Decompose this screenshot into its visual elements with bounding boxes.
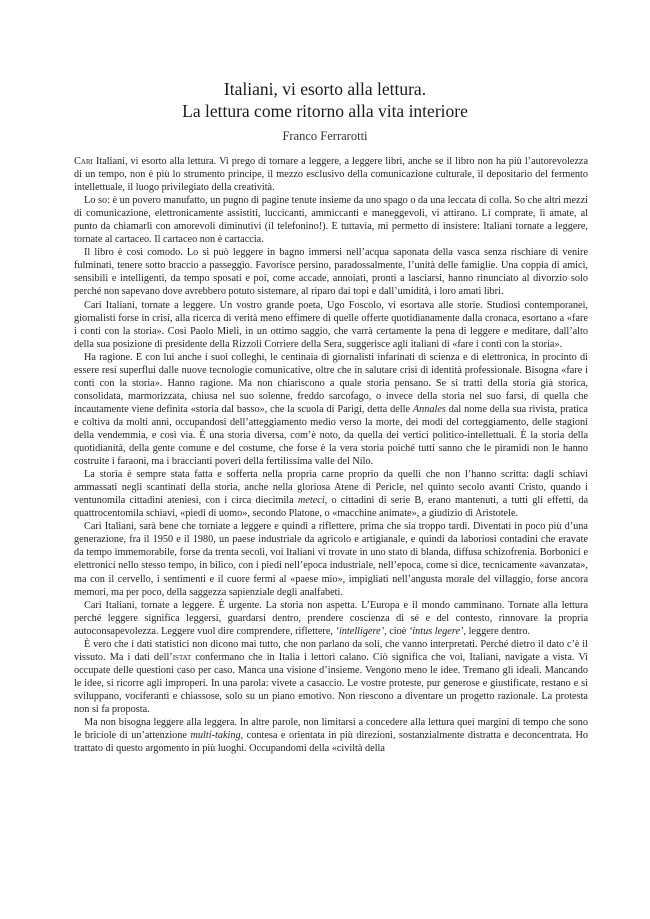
italic-term: multi-taking — [190, 730, 241, 742]
article-title: Italiani, vi esorto alla lettura. — [223, 79, 427, 99]
paragraph — [74, 638, 588, 716]
author-name: Franco Ferrarotti — [282, 129, 368, 143]
paragraph-text: dal nome della sua rivista, pratica e coltiva da molti anni, occupandosi dell’atteggiamento medio verso la morte, dei modi del corteggiamento, delle stagioni della vendemmia, e così via. È una storia diversa, com’è noto, da quella dei vertici politico-intellettuali. È la storia della quotidianità, della gente comune e del costume, che forse è la vera storia poiché tutti sanno che le piramidi non le hanno costruite i faraoni, ma i braccianti poveri della fertilissima valle del Nilo. — [74, 403, 588, 468]
paragraph — [74, 599, 588, 638]
acronym-istat: istat — [172, 651, 192, 663]
paragraph: Cari Italiani, tornate a leggere. Un vostro grande poeta, Ugo Foscolo, vi esortava alle storie. Studiosi contemporanei, giornalisti forse in crisi, alla ricerca di verità meno effimere di quelle offerte quotidianamente dalla cronaca, esortano a «fare i conti con la storia». Così Paolo Mieli, in un ottimo saggio, che varrà certamente la pena di leggere e meditare, dall’alto della sua posizione di presidente della Rizzoli Corriere della Sera, suggerisce agli italiani di «fare i conti con la storia». — [74, 299, 588, 350]
paragraph — [74, 351, 588, 468]
paragraph-text: , contesa e orientata in più direzioni, sostanzialmente distratta e deconcentrata. Ho trattato di questo argomento in più luoghi. Occupandomi della «civiltà della — [74, 730, 588, 755]
paragraph — [74, 468, 588, 520]
paragraph-text: Cari Italiani, tornate a leggere. È urgente. La storia non aspetta. L’Europa e il mondo camminano. Tornate alla lettura perché leggere significa leggersi, guardarsi dentro, prendere coscienza di sé e del contesto, rinnovare la propria autoconsapevolezza. Leggere vuol dire comprendere, riflettere, — [74, 599, 588, 637]
title-block — [0, 78, 650, 144]
paragraph: Cari Italiani, sarà bene che torniate a leggere e quindi a riflettere, prima che sia troppo tardi. Diventati in poco più d’una generazione, fra il 1950 e il 1980, un paese industriale da agricolo e artigianale, e quindi da laboriosi contadini che eravate da tempo immemorabile, forse da trenta secoli, voi Italiani vi trovate in uno stato di blanda, diffusa schizofrenia. Borbonici e elettronici nello stesso tempo, in bilico, con i piedi nell’epoca industriale, nell’epoca, come si dice, tecnicamente «avanzata», ma con il cervello, i sentimenti e il cuore fermi al «paese mio», impigliati nell’angusta morale del villaggio, forse ancora memori, ma per poco, della saggezza sapienziale degli analfabeti. — [74, 521, 588, 598]
paragraph-text: , o cittadini di serie B, erano mantenuti, a tutti gli effetti, da quattrocentomila schiavi, «piedi di uomo», secondo Platone, o «macchine animate», a giudizio di Aristotele. — [74, 495, 589, 520]
paragraph-text: La storia è sempre stata fatta e sofferta nella propria carne proprio da quelli che non l’hanno scritta: dagli schiavi ammassati negli scantinati della storia, anche nella gloriosa Atene di Pericle, nel quinto secolo avanti Cristo, quando i ventunomila cittadini ateniesi, con i circa diecimila — [74, 469, 588, 507]
paragraph-text: confermano che in Italia i lettori calano. Ciò significa che voi, Italiani, navigate a vista. Vi occupate delle questioni caso per caso. Manca una visione d’insieme. Vengono meno le idee. Tremano gli ideali. Mancando le idee, si ricorre agli improperi. In una parola: vivete a casaccio. Le vostre proteste, pur generose e giustificate, restano e si sviluppano, vociferanti e chiassose, solo su un piano emotivo. Non riescono a diventare un progetto razionale. La protesta non si fa proposta. — [74, 651, 588, 715]
paragraph-text: Ha ragione. E con lui anche i suoi colleghi, le centinaia di giornalisti infarinati di scienza e di elettronica, in procinto di essere resi superflui dalle nuove tecnologie comunicative, oltre che in salutare crisi di identità professionale. Bisogna «fare i conti con la storia». Hanno ragione. Ma non chiariscono a quale storia pensano. Se si tratti della storia già storica, consolidata, marmorizzata, chiusa nel suo solenne, freddo sarcofago, o invece della storia nel suo farsi, di quella che incautamente viene definita «storia dal basso», che la scuola di Parigi, detta delle — [74, 351, 588, 415]
paragraph-text: , leggere dentro. — [463, 625, 531, 637]
paragraph: Il libro è così comodo. Lo si può leggere in bagno immersi nell’acqua saponata della vasca senza rischiare di venire fulminati, tenere sotto braccio a passeggio. Favorisce persino, paradossalmente, l’unità delle famiglie. Una coppia di amici, sensibili e intelligenti, da tempo sposati e poi, come accade, annoiati, pronti a lasciarsi, hanno rinunciato al divorzio solo perché non sapevano dove avrebbero potuto sistemare, al riparo dai topi e dall’umidità, i loro amati libri. — [74, 247, 588, 298]
paragraph — [74, 155, 588, 194]
paragraph: Lo so: è un povero manufatto, un pugno di pagine tenute insieme da uno spago o da una leccata di colla. So che altri mezzi di comunicazione, elettronicamente assistiti, luccicanti, ammiccanti e maneggevoli, vi attirano. Li comprate, li amate, al punto da chiamarli con amorevoli diminutivi (il telefonino!). E tuttavia, mi permetto di insistere: Italiani tornate a leggere, tornate al cartaceo. Il cartaceo non è cartaccia. — [74, 195, 588, 246]
italic-term: meteci — [297, 495, 325, 507]
italic-term: Annales — [412, 403, 446, 415]
paragraph-text: È vero che i dati statistici non dicono mai tutto, che non parlano da soli, che vanno interpretati. Perché dietro il dato c’è il vissuto. Ma i dati dell’ — [74, 638, 588, 663]
article-body — [74, 155, 588, 755]
drop-lead-word: Cari — [74, 156, 93, 167]
paragraph-text: Italiani, vi esorto alla lettura. Vi prego di tornare a leggere, a leggere libri, anche se il libro non ha più l’autorevolezza di un tempo, non è più lo strumento principe, il mezzo esclusivo della comunicazione culturale, il depositario del fermento intellettuale, il luogo privilegiato della creatività. — [74, 156, 588, 194]
paragraph — [74, 716, 588, 755]
italic-term: ‘intus legere’ — [408, 625, 464, 637]
article-subtitle: La lettura come ritorno alla vita interiore — [182, 101, 468, 121]
paragraph-text: Ma non bisogna leggere alla leggera. In altre parole, non limitarsi a concedere alla lettura quei margini di tempo che sono le briciole di un’attenzione — [74, 717, 588, 742]
italic-term: ‘intelligere’ — [335, 625, 385, 637]
paragraph-text: , cioè — [384, 625, 409, 637]
